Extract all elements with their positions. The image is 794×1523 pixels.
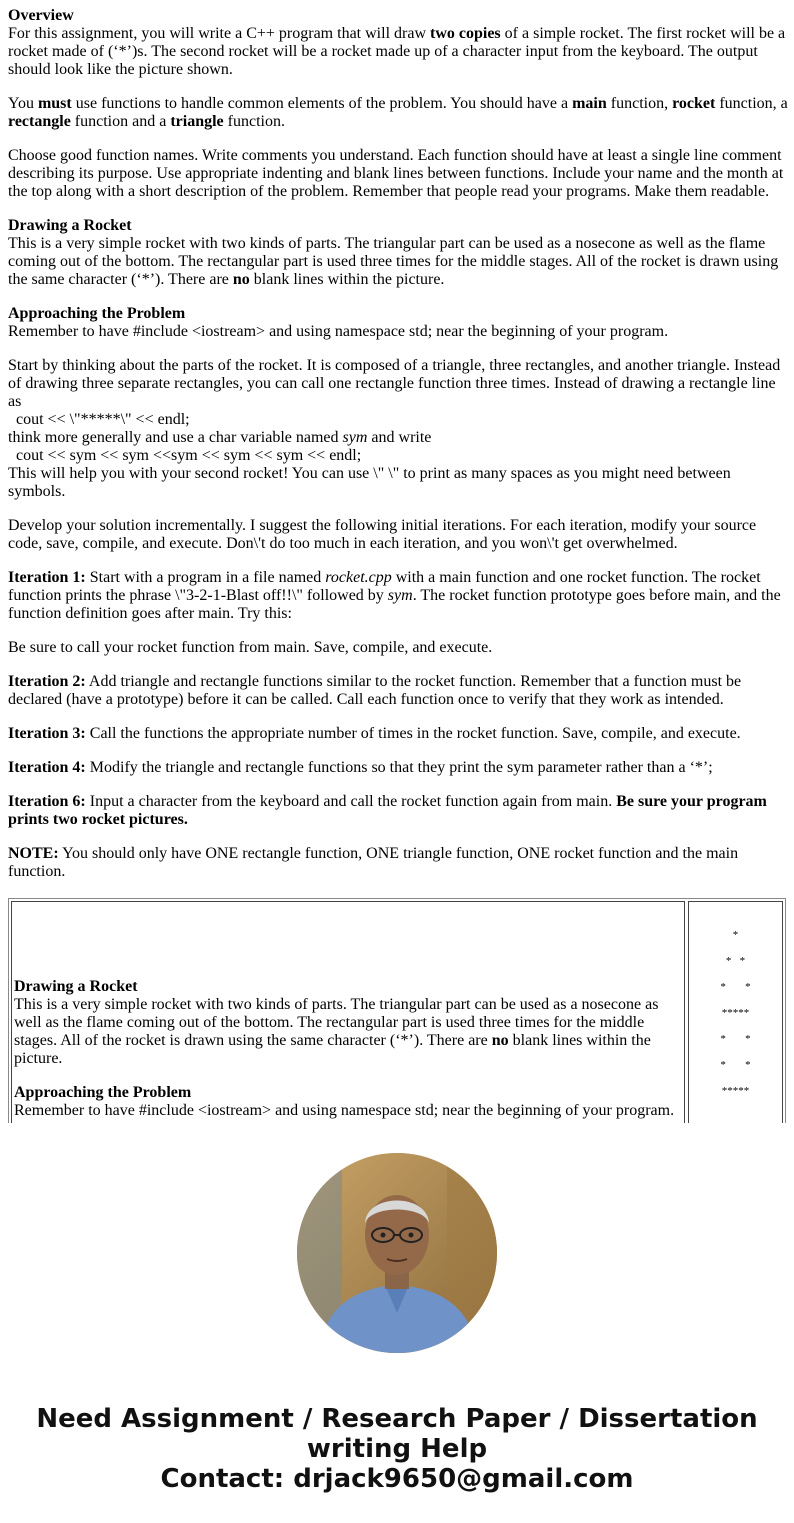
note-text: You should only have ONE rectangle function, ONE triangle function, ONE rocket function and the main function. <box>8 845 739 880</box>
table-cell-rocket <box>688 901 783 1123</box>
iteration-6-label: Iteration 6: <box>8 793 86 810</box>
rocket-line: * * <box>720 1059 751 1071</box>
iteration-1-text-c: . The rocket function prototype goes before main, and the function definition goes after main. Try this: <box>8 587 781 622</box>
start-text-1: Start by thinking about the parts of the rocket. It is composed of a triangle, three rectangles, and another triangle. Instead of drawing three separate rectangles, you can call one rectangle function three times. Instead of drawing a rectangle line as <box>8 357 781 410</box>
sym-var: sym <box>342 429 368 446</box>
table-drawing-text-b: blank lines within the picture. <box>14 1032 651 1067</box>
rocket-line: * <box>732 929 739 941</box>
iteration-6 <box>8 793 788 829</box>
iteration-1-var: sym <box>387 587 413 604</box>
iteration-1-text-a: Start with a program in a file named <box>85 569 326 586</box>
footer-line-2: writing Help <box>306 1434 488 1464</box>
style-paragraph: Choose good function names. Write comments you understand. Each function should have at least a single line comment describing its purpose. Use appropriate indenting and blank lines between functions. Include your name and the month at the top along with a short description of the problem. Remember that people read your programs. Make them readable. <box>8 147 784 200</box>
table-approaching-heading: Approaching the Problem <box>14 1084 192 1101</box>
rocket-line: * * <box>720 1033 751 1045</box>
tutor-photo <box>297 1153 497 1353</box>
develop-paragraph: Develop your solution incrementally. I suggest the following initial iterations. For each iteration, modify your source code, save, compile, and execute. Don\'t do too much in each iteration, and you won\'t get overwhelmed. <box>8 517 757 552</box>
contact-footer <box>0 1404 794 1494</box>
rocket-line: * * <box>725 955 746 967</box>
table-drawing-bold: no <box>491 1032 509 1049</box>
drawing-section: Drawing a Rocket This is a very simple rocket with two kinds of parts. The triangular part can be used as a nosecone as well as the flame coming out of the bottom. The rectangular part is used three times for the middle stages. All of the rocket is drawn using the same character (‘*’). There are no blank lines within the picture. <box>8 217 779 288</box>
iteration-2-label: Iteration 2: <box>8 673 86 690</box>
iteration-3-text: Call the functions the appropriate number of times in the rocket function. Save, compile, and execute. <box>85 725 741 742</box>
iteration-3 <box>8 725 788 743</box>
overview-heading: Overview <box>8 7 74 24</box>
rocket-line: * * <box>720 981 751 993</box>
rocket-picture <box>689 928 782 1110</box>
iteration-1-file: rocket.cpp <box>325 569 392 586</box>
rocket-line: ***** <box>721 1007 750 1019</box>
table-drawing-text-a: This is a very simple rocket with two kinds of parts. The triangular part can be used as a nosecone as well as the flame coming out of the bottom. The rectangular part is used three times for the middle stages. All of the rocket is drawn using the same character (‘*’). There are <box>14 996 659 1049</box>
iteration-1 <box>8 569 788 623</box>
table-approaching-text: Remember to have #include <iostream> and using namespace std; near the beginning of your program. <box>14 1102 675 1119</box>
assignment-document <box>8 7 788 897</box>
call-note: Be sure to call your rocket function from main. Save, compile, and execute. <box>8 639 493 656</box>
code-line-1: cout << \"*****\" << endl; <box>16 411 190 428</box>
iteration-4-text: Modify the triangle and rectangle functions so that they print the sym parameter rather than a ‘*’; <box>85 759 713 776</box>
footer-line-3: Contact: drjack9650@gmail.com <box>160 1464 634 1494</box>
iteration-2-text: Add triangle and rectangle functions similar to the rocket function. Remember that a function must be declared (have a prototype) before it can be called. Call each function once to verify that they work as intended. <box>8 673 742 708</box>
drawing-heading: Drawing a Rocket <box>8 217 132 234</box>
note-paragraph <box>8 845 788 881</box>
approaching-heading: Approaching the Problem <box>8 305 186 322</box>
footer-line-1: Need Assignment / Research Paper / Dissertation <box>36 1404 758 1434</box>
iteration-6-bold: Be sure your program prints two rocket pictures. <box>8 793 767 828</box>
iteration-4-label: Iteration 4: <box>8 759 86 776</box>
table-cell-text <box>11 901 685 1123</box>
start-text-2-prefix: think more generally and use a char variable named <box>8 429 343 446</box>
iteration-2 <box>8 673 788 709</box>
iteration-4 <box>8 759 788 777</box>
start-text-3: This will help you with your second rocket! You can use \" \" to print as many spaces as you might need between symbols. <box>8 465 731 500</box>
rocket-line: ***** <box>721 1085 750 1097</box>
table-drawing-heading: Drawing a Rocket <box>14 978 138 995</box>
portrait-image <box>297 1153 497 1353</box>
note-label: NOTE: <box>8 845 59 862</box>
embedded-table <box>8 898 786 1123</box>
iteration-1-text-b: with a main function and one rocket function. The rocket function prints the phrase \"3-2-1-Blast off!!\" followed by <box>8 569 761 604</box>
start-text-2-suffix: and write <box>367 429 432 446</box>
code-line-2: cout << sym << sym <<sym << sym << sym << endl; <box>16 447 362 464</box>
iteration-1-label: Iteration 1: <box>8 569 86 586</box>
approaching-text: Remember to have #include <iostream> and using namespace std; near the beginning of your program. <box>8 323 669 340</box>
overview-section: Overview For this assignment, you will write a C++ program that will draw two copies of a simple rocket. The first rocket will be a rocket made of (‘*’)s. The second rocket will be a rocket made up of a character input from the keyboard. The output should look like the picture shown. <box>8 7 786 78</box>
overview-bold: two copies <box>430 25 501 42</box>
approaching-section <box>8 305 788 341</box>
functions-paragraph: You must use functions to handle common elements of the problem. You should have a main function, rocket function, a rectangle function and a triangle function. <box>8 95 788 130</box>
iteration-6-text: Input a character from the keyboard and call the rocket function again from main. <box>85 793 617 810</box>
iteration-3-label: Iteration 3: <box>8 725 86 742</box>
start-section <box>8 357 788 501</box>
